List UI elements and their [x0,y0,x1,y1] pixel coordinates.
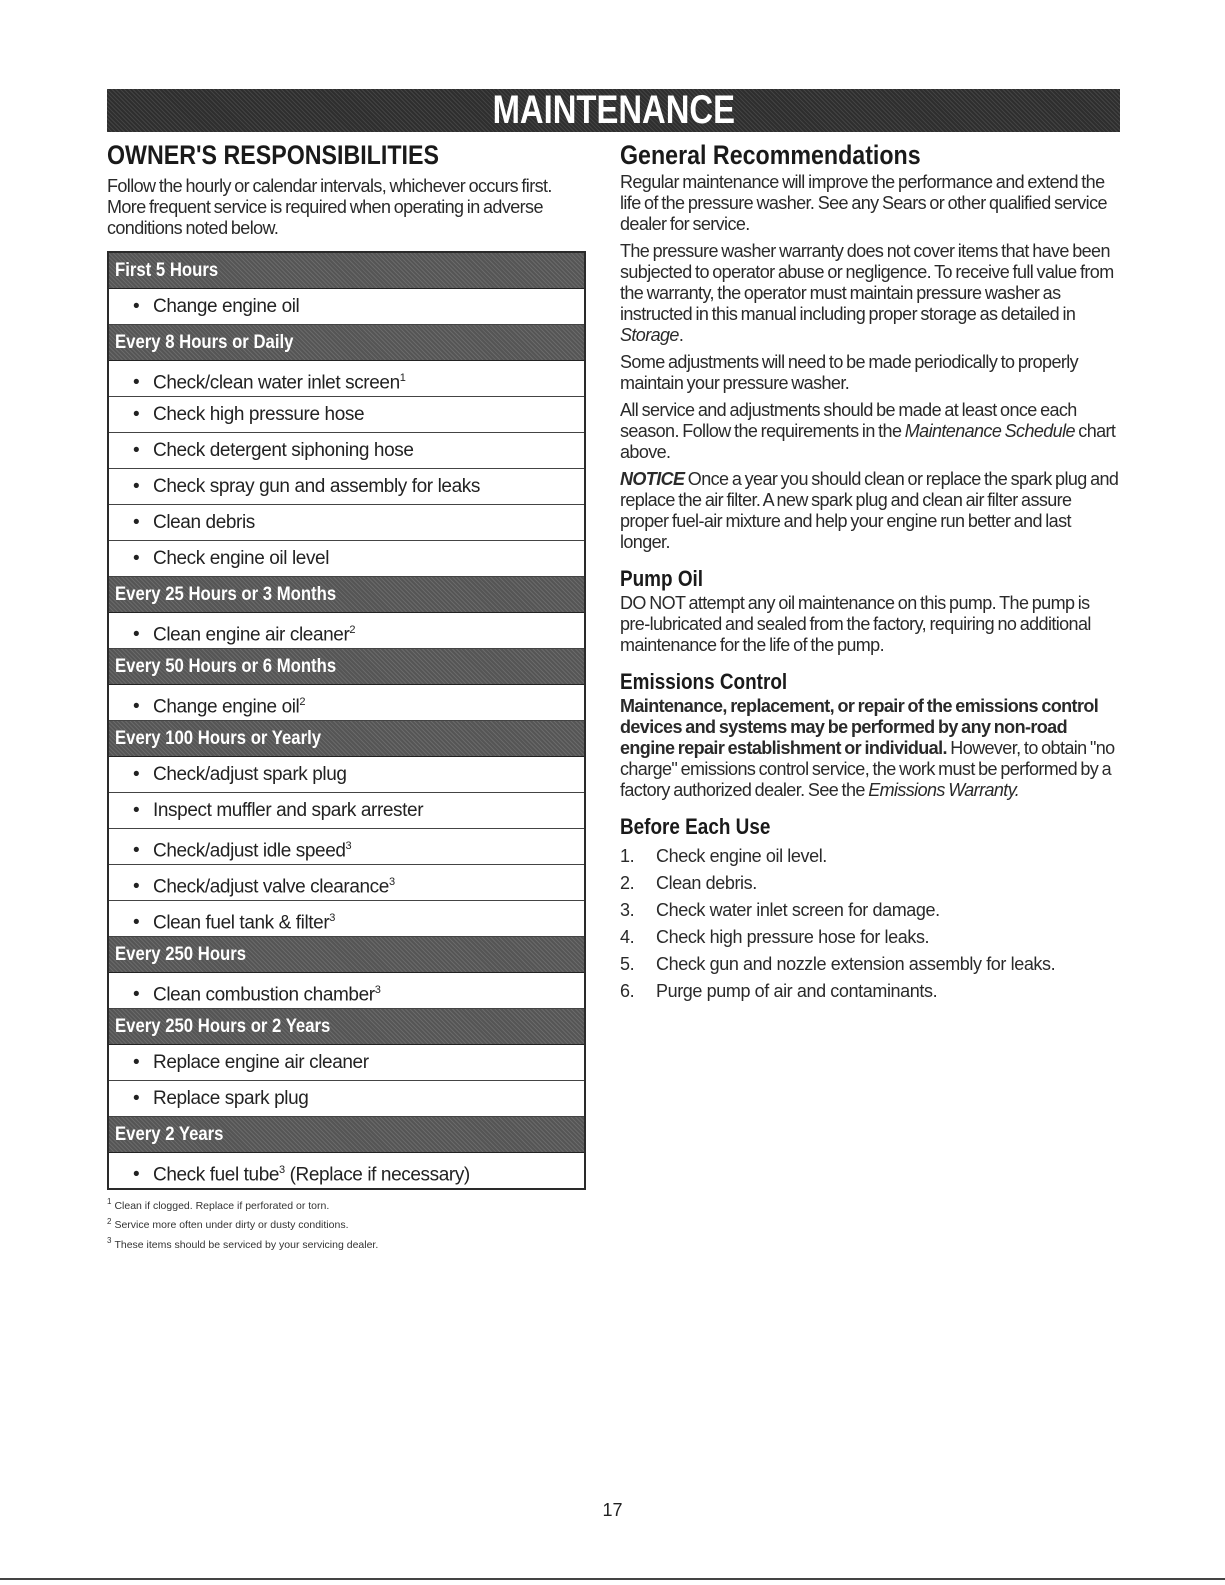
general-p2-end: . [678,325,684,345]
step-item [620,870,1120,897]
bullet-icon: • [133,696,140,718]
schedule-interval-header [109,937,584,973]
task-text: Change engine oil [153,296,300,317]
left-column [107,138,592,1253]
owners-responsibilities-title: OWNER'S RESPONSIBILITIES [107,140,439,170]
schedule-task-row [109,505,584,541]
page-number: 17 [602,1500,623,1520]
before-each-use-title: Before Each Use [620,814,771,839]
right-column [620,138,1120,1005]
pump-oil-title: Pump Oil [620,566,704,591]
maintenance-schedule-table [107,251,586,1190]
interval-label: Every 250 Hours [115,944,247,965]
schedule-interval-header [109,325,584,361]
schedule-task-row [109,613,584,649]
bullet-icon: • [133,372,140,394]
task-text: Check high pressure hose [153,404,365,425]
task-text: Replace engine air cleaner [153,1052,369,1073]
step-number: 5. [620,954,635,974]
notice-paragraph [620,469,1120,553]
footnote-marker: 2 [299,696,306,708]
footnote-mark: 3 [107,1236,112,1245]
step-item [620,897,1120,924]
emissions-text: However, to obtain "no charge" emissions control service, the work must be performed by a factory authorized dealer. See the [620,738,1115,800]
schedule-task-row [109,433,584,469]
interval-label: Every 50 Hours or 6 Months [115,656,337,677]
interval-label: Every 100 Hours or Yearly [115,728,322,749]
bottom-rule [0,1578,1225,1580]
step-item [620,951,1120,978]
notice-text: Once a year you should clean or replace the spark plug and replace the air filter. A new spark plug and clean air filter assure proper fuel-air mixture and help your engine run better and last longer. [620,469,1119,552]
interval-label: Every 8 Hours or Daily [115,332,294,353]
step-text: Check high pressure hose for leaks. [656,927,930,947]
schedule-footnotes [107,1194,592,1253]
banner-title: MAINTENANCE [492,88,735,132]
schedule-task-row [109,361,584,397]
task-text: Check engine oil level [153,548,330,569]
task-text: Clean combustion chamber [153,984,375,1006]
schedule-task-row [109,1153,584,1188]
footnote-marker: 3 [345,840,352,852]
step-text: Check gun and nozzle extension assembly for leaks. [656,954,1056,974]
step-item [620,978,1120,1005]
schedule-interval-header [109,649,584,685]
step-number: 4. [620,927,635,947]
pump-oil-text: DO NOT attempt any oil maintenance on this pump. The pump is pre-lubricated and sealed from the factory, requiring no additional maintenance for the life of the pump. [620,593,1091,655]
footnote [107,1194,592,1214]
step-item [620,843,1120,870]
schedule-task-row [109,1045,584,1081]
schedule-task-row [109,469,584,505]
bullet-icon: • [133,1052,140,1073]
bullet-icon: • [133,1164,140,1186]
task-text: Check/adjust valve clearance [153,876,389,898]
bullet-icon: • [133,912,140,934]
footnote-marker: 3 [329,912,335,924]
bullet-icon: • [133,296,140,317]
bullet-icon: • [133,876,140,898]
emissions-bold-text: Maintenance, replacement, or repair of the emissions control devices and systems may be performed by any non-road engine repair establishment or individual. [620,696,1099,758]
general-recommendations-title: General Recommendations [620,140,921,170]
footnote-marker: 2 [349,624,356,636]
schedule-interval-header [109,1117,584,1153]
task-text: Clean debris [153,512,255,533]
footnote-mark: 2 [107,1216,112,1226]
emissions-paragraph [620,696,1120,801]
interval-label: Every 2 Years [115,1124,224,1145]
general-p4-text: All service and adjustments should be made at least once each season. Follow the requirements in the [620,400,1077,441]
task-suffix: (Replace if necessary) [284,1164,470,1186]
bullet-icon: • [133,1088,140,1109]
task-text: Check fuel tube [153,1164,280,1186]
general-p2-text: The pressure washer warranty does not cover items that have been subjected to operator abuse or negligence. To receive full value from the warranty, the operator must maintain pressure washer as instructed in this manual including proper storage as detailed in [620,241,1114,324]
step-text: Clean debris. [656,873,757,893]
schedule-task-row [109,865,584,901]
schedule-task-row [109,289,584,325]
step-number: 3. [620,900,635,920]
step-text: Purge pump of air and contaminants. [656,981,938,1001]
bullet-icon: • [133,764,140,785]
general-paragraph-1: Regular maintenance will improve the performance and extend the life of the pressure washer. See any Sears or other qualified service dealer for service. [620,172,1107,234]
step-text: Check water inlet screen for damage. [656,900,940,920]
task-text: Check/clean water inlet screen [153,372,400,394]
bullet-icon: • [133,840,140,862]
step-number: 6. [620,981,635,1001]
bullet-icon: • [133,984,140,1006]
section-banner [107,89,1120,132]
step-number: 1. [620,846,635,866]
footnote-marker: 3 [279,1164,285,1176]
footnote [107,1233,592,1253]
owners-intro: Follow the hourly or calendar intervals, whichever occurs first. More frequent service is required when operating in adverse conditions noted below. [107,176,552,238]
footnote-text: Clean if clogged. Replace if perforated or torn. [114,1199,330,1212]
emissions-control-title: Emissions Control [620,669,788,694]
step-text: Check engine oil level. [656,846,827,866]
maintenance-schedule-reference: Maintenance Schedule [904,421,1075,441]
schedule-task-row [109,793,584,829]
step-number: 2. [620,873,635,893]
task-text: Check spray gun and assembly for leaks [153,476,480,497]
step-item [620,924,1120,951]
schedule-interval-header [109,1009,584,1045]
schedule-task-row [109,757,584,793]
emissions-warranty-reference: Emissions Warranty. [868,780,1020,800]
task-text: Clean fuel tank & filter [153,912,330,934]
footnote-text: These items should be serviced by your servicing dealer. [114,1238,379,1251]
bullet-icon: • [133,548,140,569]
schedule-task-row [109,973,584,1009]
task-text: Check/adjust idle speed [153,840,346,862]
schedule-task-row [109,397,584,433]
task-text: Inspect muffler and spark arrester [153,800,424,821]
general-paragraph-2 [620,241,1120,346]
bullet-icon: • [133,404,140,425]
task-text: Clean engine air cleaner [153,624,350,646]
storage-reference: Storage [620,325,679,345]
general-p4-end: chart above. [620,421,1116,462]
bullet-icon: • [133,512,140,533]
schedule-task-row [109,901,584,937]
task-text: Replace spark plug [153,1088,309,1109]
general-paragraph-3: Some adjustments will need to be made periodically to properly maintain your pressure washer. [620,352,1079,393]
general-paragraph-4 [620,400,1120,463]
schedule-interval-header [109,577,584,613]
schedule-task-row [109,541,584,577]
footnote [107,1214,592,1234]
bullet-icon: • [133,440,140,461]
task-text: Change engine oil [153,696,300,718]
bullet-icon: • [133,476,140,497]
notice-label: NOTICE [620,469,685,489]
before-each-use-list [620,843,1120,1005]
footnote-marker: 3 [374,984,381,996]
interval-label: Every 25 Hours or 3 Months [115,584,337,605]
bullet-icon: • [133,624,140,646]
footnote-marker: 1 [399,372,406,384]
footnote-text: Service more often under dirty or dusty conditions. [114,1219,349,1231]
schedule-task-row [109,829,584,865]
footnote-mark: 1 [107,1197,112,1206]
schedule-task-row [109,1081,584,1117]
task-text: Check/adjust spark plug [153,764,347,785]
footnote-marker: 3 [388,876,395,888]
schedule-interval-header [109,253,584,289]
schedule-interval-header [109,721,584,757]
schedule-task-row [109,685,584,721]
interval-label: Every 250 Hours or 2 Years [115,1016,331,1037]
task-text: Check detergent siphoning hose [153,440,414,461]
bullet-icon: • [133,800,140,821]
interval-label: First 5 Hours [115,260,219,281]
